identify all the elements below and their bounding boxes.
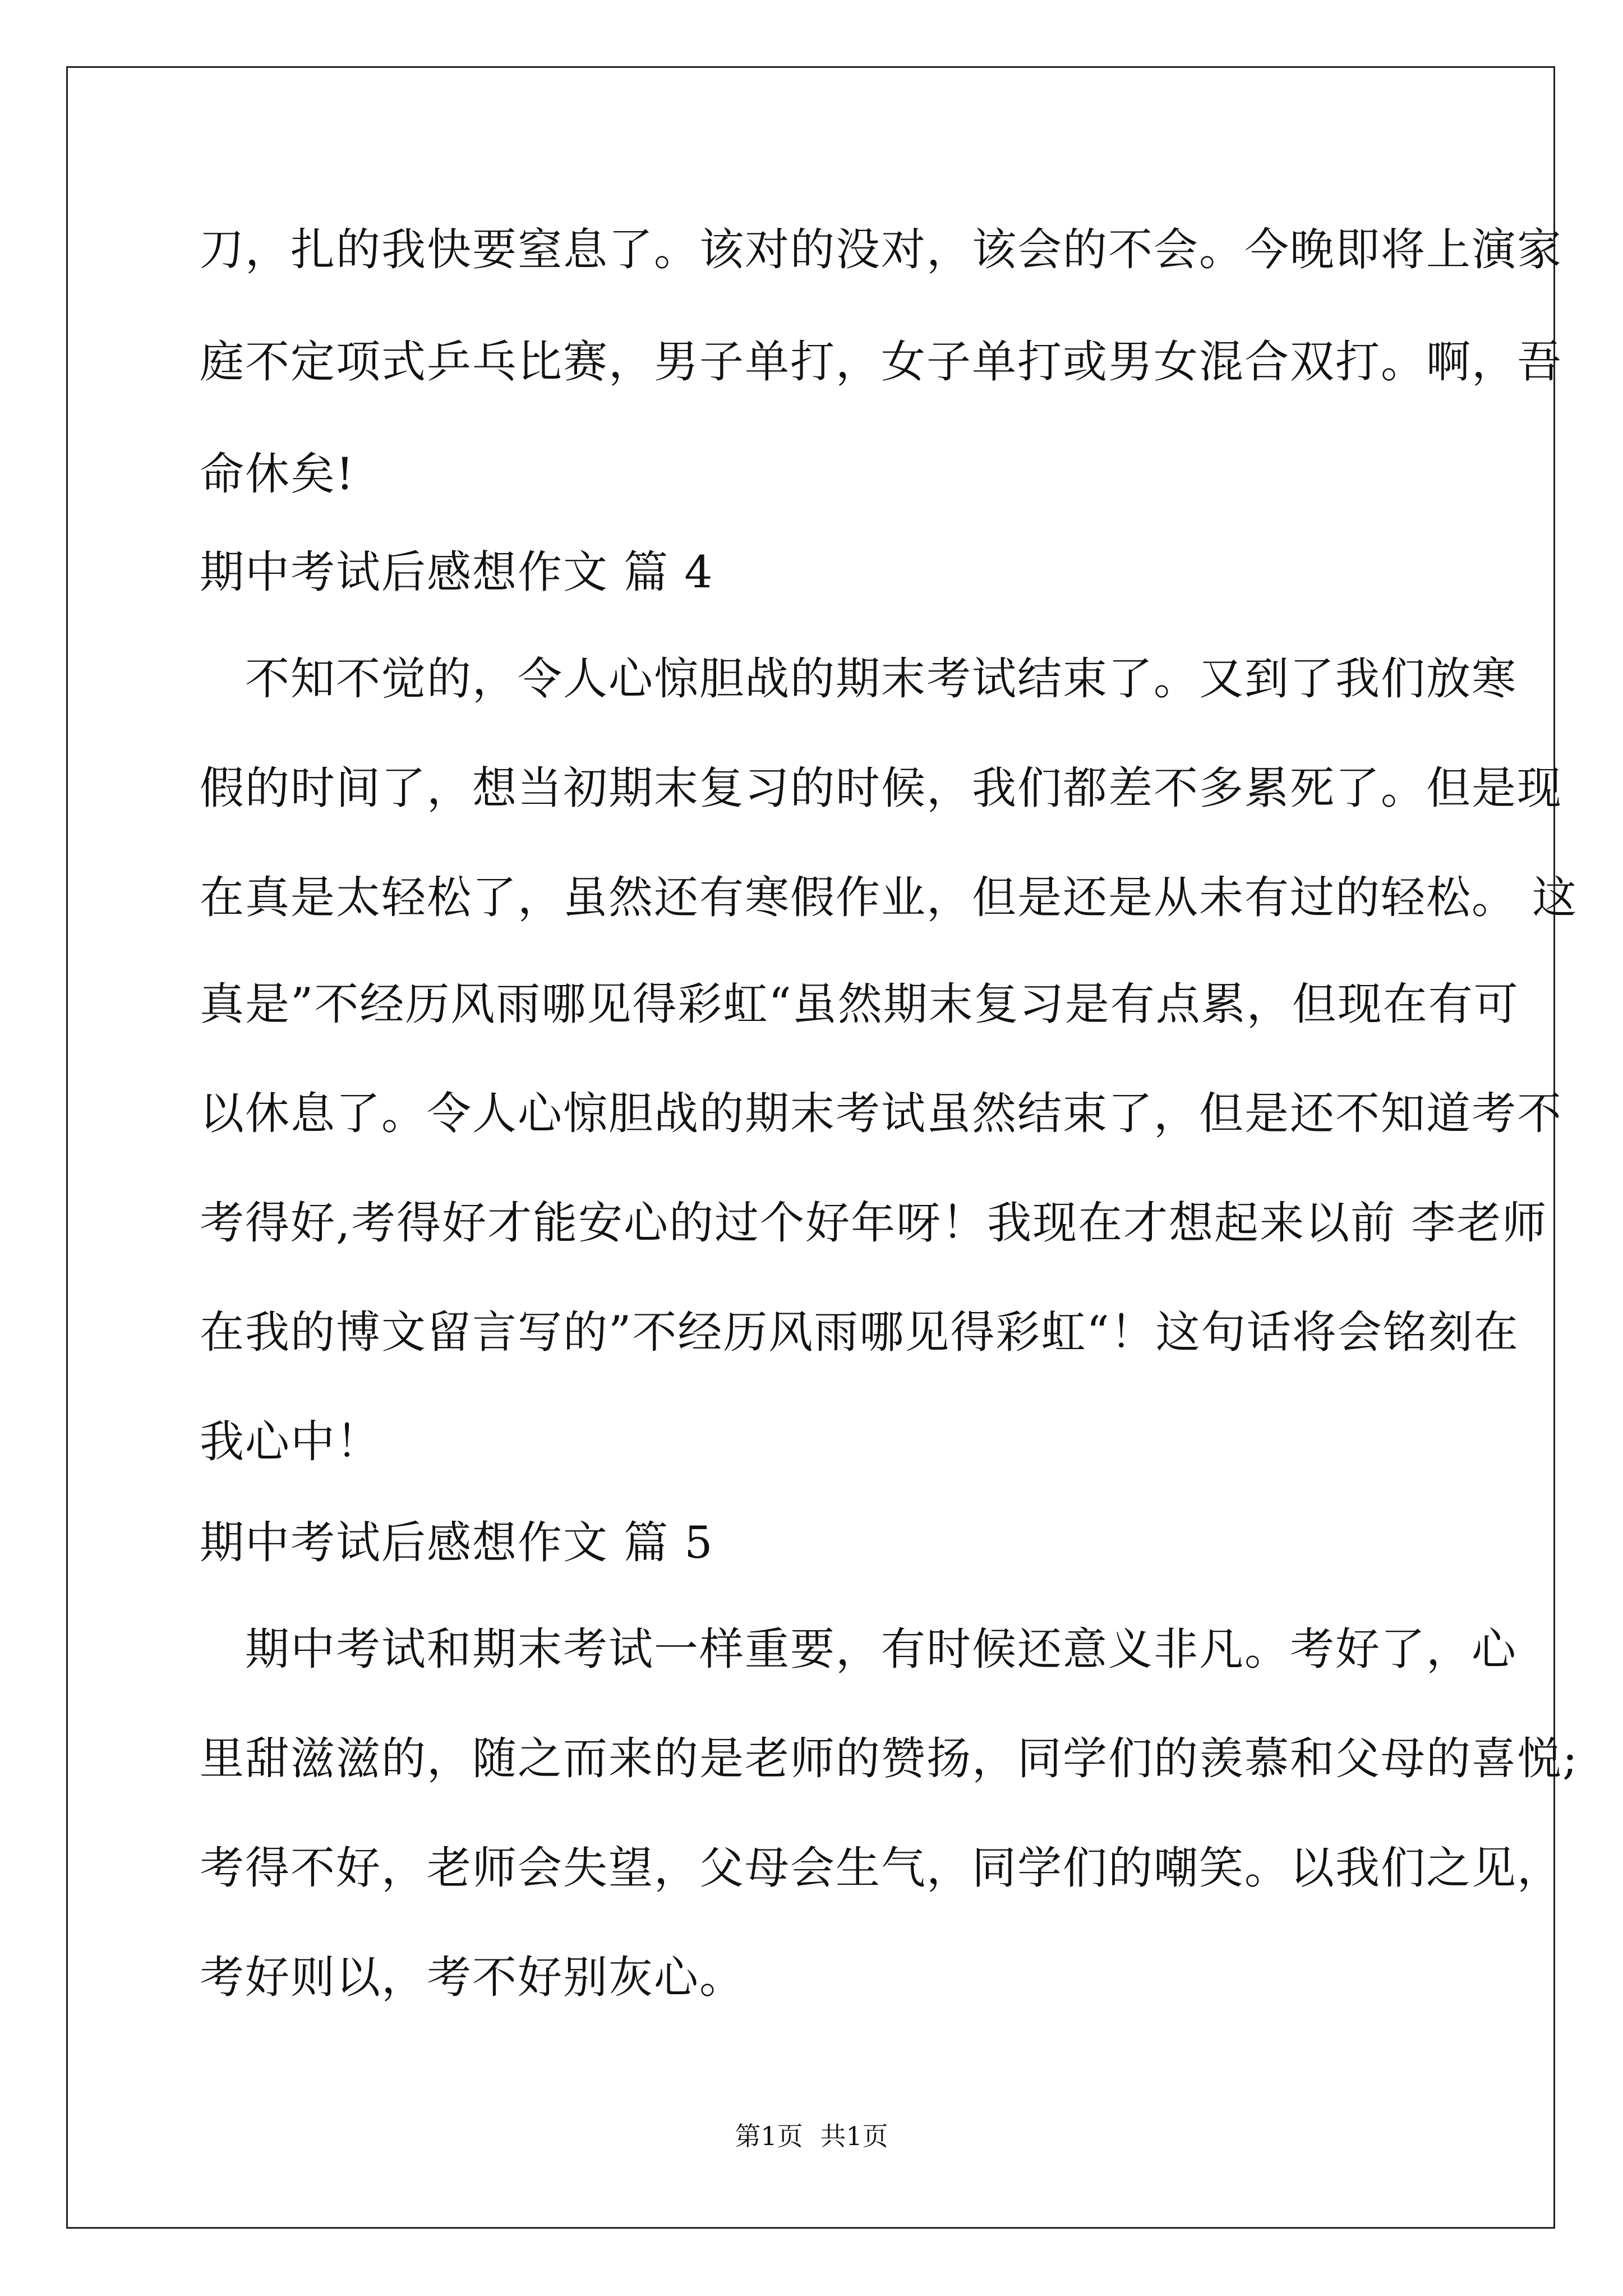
paragraph-line: 在真是太轻松了，虽然还有寒假作业，但是还是从未有过的轻松。 这 xyxy=(200,872,1578,923)
paragraph-line: 期中考试和期末考试一样重要，有时候还意义非凡。考好了，心 xyxy=(200,1623,1517,1675)
page-total: 共1页 xyxy=(820,2121,888,2151)
page-border xyxy=(66,66,1555,2229)
paragraph-line: 真是”不经历风雨哪见得彩虹“虽然期末复习是有点累，但现在有可 xyxy=(200,978,1519,1030)
section-heading: 期中考试后感想作文 篇 5 xyxy=(200,1517,714,1568)
page-footer xyxy=(0,2119,1623,2153)
paragraph-line: 我心中！ xyxy=(200,1416,381,1467)
paragraph-line: 考得不好，老师会失望，父母会生气，同学们的嘲笑。以我们之见， xyxy=(200,1842,1562,1894)
section-heading: 期中考试后感想作文 篇 4 xyxy=(200,546,714,598)
paragraph-line: 里甜滋滋的，随之而来的是老师的赞扬，同学们的羡慕和父母的喜悦; xyxy=(200,1733,1579,1784)
paragraph-line: 在我的博文留言写的”不经历风雨哪见得彩虹“！这句话将会铭刻在 xyxy=(200,1306,1519,1358)
paragraph-line: 考好则以，考不好别灰心。 xyxy=(200,1952,745,2003)
paragraph-line: 不知不觉的，令人心惊胆战的期末考试结束了。又到了我们放寒 xyxy=(200,653,1517,705)
paragraph-line: 命休矣! xyxy=(200,448,355,500)
paragraph-line: 庭不定项式乒乓比赛，男子单打，女子单打或男女混合双打。啊，吾 xyxy=(200,336,1562,388)
page-number: 第1页 xyxy=(735,2121,803,2151)
paragraph-line: 假的时间了，想当初期末复习的时候，我们都差不多累死了。但是现 xyxy=(200,762,1562,814)
paragraph-line: 刀，扎的我快要窒息了。该对的没对，该会的不会。今晚即将上演家 xyxy=(200,224,1562,275)
paragraph-line: 考得好,考得好才能安心的过个好年呀！我现在才想起来以前 李老师 xyxy=(200,1197,1548,1249)
paragraph-line: 以休息了。令人心惊胆战的期末考试虽然结束了，但是还不知道考不 xyxy=(200,1088,1562,1139)
